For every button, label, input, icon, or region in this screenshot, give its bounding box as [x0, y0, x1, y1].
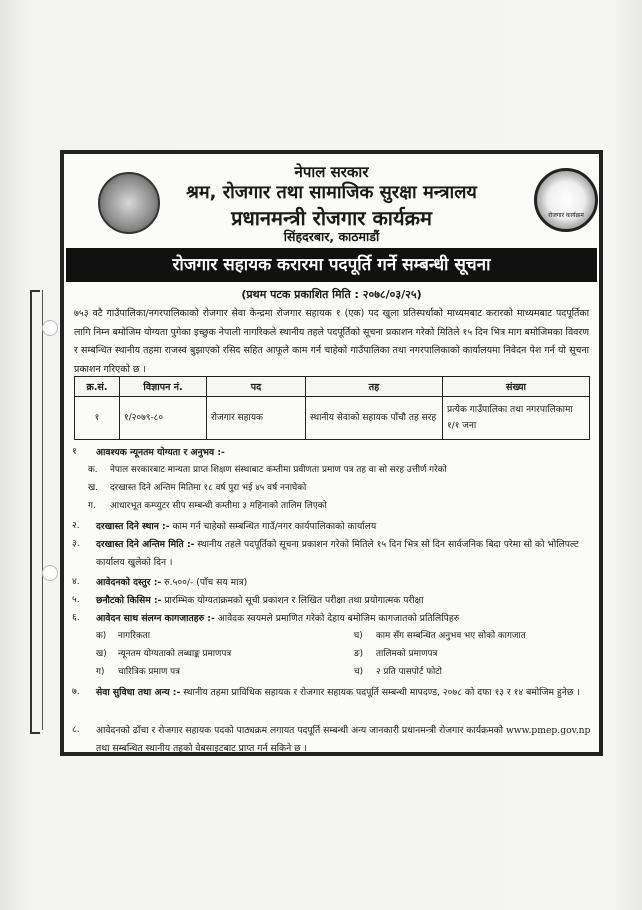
- website-link[interactable]: www.pmep.gov.np: [505, 725, 591, 736]
- section-title: आवेदन साथ संलग्न कागजातहरु :-: [96, 613, 215, 624]
- notice-header: [64, 154, 599, 246]
- section-title: आवश्यक न्यूनतम योग्यता र अनुभव :-: [96, 447, 225, 458]
- notice-title-banner: रोजगार सहायक करारमा पदपूर्ति गर्ने सम्बन्धी सूचना: [66, 248, 597, 282]
- item-key: ख): [96, 649, 107, 659]
- section-text: स्थानीय तहले पदपूर्तिको सूचना प्रकाशन गरेको मितिले १५ दिन भित्र सो दिन सार्वजनिक बिदा परेमा सो को भोलिपल्ट कार्यालय खुलेको दिन ।: [96, 539, 579, 568]
- section-number: ८.: [72, 724, 80, 735]
- section-number: १: [72, 446, 77, 457]
- section-number: ३.: [72, 538, 80, 549]
- item-text: दरखास्त दिने अन्तिम मितिमा १८ वर्ष पुरा भई ४५ वर्ष ननाघेको: [110, 483, 307, 493]
- section-number: ७.: [72, 686, 80, 697]
- item-key: ङ): [354, 649, 364, 659]
- item-text: नागरिकता: [118, 631, 151, 641]
- margin-line: [42, 290, 43, 730]
- margin-bracket: [30, 290, 40, 734]
- section-text: स्थानीय तहमा प्राविधिक सहायक र रोजगार सहायक पदपूर्ति सम्बन्धी मापदण्ड, २०७८ को दफा १३ र १४ बमोजिम हुनेछ ।: [183, 687, 580, 698]
- government-name: नेपाल सरकार: [294, 163, 369, 181]
- item-text: न्यूनतम योग्यताको लब्धाङ्क प्रमाणपत्र: [118, 649, 232, 659]
- section-more-info: [72, 722, 592, 758]
- item-key: च): [354, 667, 364, 677]
- item-key: क): [96, 631, 107, 641]
- cell-level: स्थानीय सेवाको सहायक पाँचौ तह सरह: [306, 397, 443, 440]
- publish-date: (प्रथम पटक प्रकाशित मिति : २०७८/०३/२५): [241, 288, 422, 301]
- list-item: [354, 665, 442, 677]
- section-text: काम गर्न चाहेको सम्बन्धित गाउँ/नगर कार्यपालिकाको कार्यालय: [172, 521, 377, 532]
- list-item: [354, 629, 526, 641]
- item-text: चारित्रिक प्रमाण पत्र: [118, 667, 180, 677]
- section-text: आवेदनको ढाँचा र रोजगार सहायक पदको पाठ्यक्रम लगायत पदपूर्ति सम्बन्धी अन्य जानकारी प्रधानमन्त्री रोजगार कार्यक्रमको: [96, 725, 504, 736]
- cell-ad-no: १/२०७९-८०: [120, 397, 207, 440]
- list-item: [88, 463, 568, 475]
- item-key: ग.: [88, 501, 96, 511]
- col-header: तह: [306, 377, 443, 397]
- item-key: ख.: [88, 483, 98, 493]
- section-title: सेवा सुविधा तथा अन्य :-: [96, 687, 181, 698]
- table-header-row: [75, 377, 590, 397]
- section-title: दरखास्त दिने स्थान :-: [96, 521, 170, 532]
- section-title: छनौटको किसिम :-: [96, 595, 162, 606]
- ministry-name: श्रम, रोजगार तथा सामाजिक सुरक्षा मन्त्रालय: [186, 182, 477, 203]
- col-header: क्र.सं.: [75, 377, 120, 397]
- cell-count: प्रत्येक गाउँपालिका तथा नगरपालिकामा १/१ जना: [443, 397, 590, 440]
- item-key: ग): [96, 667, 105, 677]
- program-name: प्रधानमन्त्री रोजगार कार्यक्रम: [231, 206, 432, 230]
- section-facilities: [72, 684, 592, 720]
- pmep-logo-text: रोजगार कार्यक्रम: [548, 212, 584, 219]
- list-item: [96, 629, 150, 641]
- section-number: ५.: [72, 594, 80, 605]
- section-qualification: [72, 444, 592, 462]
- section-deadline: [72, 536, 592, 572]
- punch-hole: [42, 320, 58, 336]
- list-item: [96, 647, 231, 659]
- section-number: २.: [72, 520, 80, 531]
- item-text: आधारभूत कम्प्युटर सीप सम्बन्धी कम्तीमा ३ महिनाको तालिम लिएको: [110, 501, 327, 511]
- col-header: पद: [207, 377, 306, 397]
- list-item: [88, 481, 568, 493]
- section-application-place: [72, 518, 592, 536]
- notice-document: [60, 150, 603, 756]
- section-text: तथा सम्बन्धित स्थानीय तहको वेबसाइटबाट प्राप्त गर्न सकिने छ ।: [96, 743, 307, 754]
- section-selection: [72, 592, 592, 610]
- section-documents: [72, 610, 592, 628]
- item-key: घ): [354, 631, 363, 641]
- item-key: क.: [88, 465, 98, 475]
- list-item: [88, 499, 568, 511]
- section-text: रु.५००/- (पाँच सय मात्र): [164, 577, 248, 588]
- cell-post: रोजगार सहायक: [207, 397, 306, 440]
- item-text: काम सँग सम्बन्धित अनुभव भए सोको कागजात: [376, 631, 526, 641]
- col-header: संख्या: [443, 377, 590, 397]
- item-text: नेपाल सरकारबाट मान्यता प्राप्त शिक्षण संस्थाबाट कम्तीमा प्रवीणता प्रमाण पत्र तह वा सो सरह उत्तीर्ण गरेको: [110, 465, 447, 475]
- intro-paragraph: ७५३ वटै गाउँपालिका/नगरपालिकाको रोजगार सेवा केन्द्रमा रोजगार सहायक १ (एक) पद खुला प्रतिस्पर्धाको माध्यमबाट करारको माध्यमबाट पदपूर्तिका लागि निम्न बमोजिम योग्यता पुगेका इच्छुक नेपाली नागरिकले स्थानीय तहले पदपूर्तिको सूचना प्रकाशन गरेको मितिले १५ दिन भित्र माग बमोजिमका विवरण र सम्बन्धित स्थानीय तहमा राजस्व बुझाएको रसिद सहित आफूले काम गर्न चाहेको गाउँपालिका तथा नगरपालिकाको कार्यालयमा निवेदन पेश गर्न यो सूचना प्रकाशन गरिएको छ ।: [74, 308, 589, 375]
- vacancy-table: [74, 376, 590, 440]
- col-header: विज्ञापन नं.: [120, 377, 207, 397]
- item-text: तालिमको प्रमाणपत्र: [376, 649, 438, 659]
- office-address: सिंहदरबार, काठमाडौं: [283, 229, 380, 244]
- section-fee: [72, 574, 592, 592]
- section-text: आवेदक स्वयमले प्रमाणित गरेको देहाय बमोजिम कागजातको प्रतिलिपिहरु: [217, 613, 460, 624]
- section-title: आवेदनको दस्तुर :-: [96, 577, 162, 588]
- section-title: दरखास्त दिने अन्तिम मिति :-: [96, 539, 195, 550]
- punch-hole: [42, 565, 58, 581]
- table-row: [75, 397, 590, 440]
- cell-sn: १: [75, 397, 120, 440]
- section-text: प्रारम्भिक योग्यताक्रमको सूची प्रकाशन र लिखित परीक्षा तथा प्रयोगात्मक परीक्षा: [164, 595, 424, 606]
- section-number: ६.: [72, 612, 80, 623]
- list-item: [354, 647, 437, 659]
- item-text: २ प्रति पासपोर्ट फोटो: [376, 667, 442, 677]
- list-item: [96, 665, 180, 677]
- section-number: ४.: [72, 576, 80, 587]
